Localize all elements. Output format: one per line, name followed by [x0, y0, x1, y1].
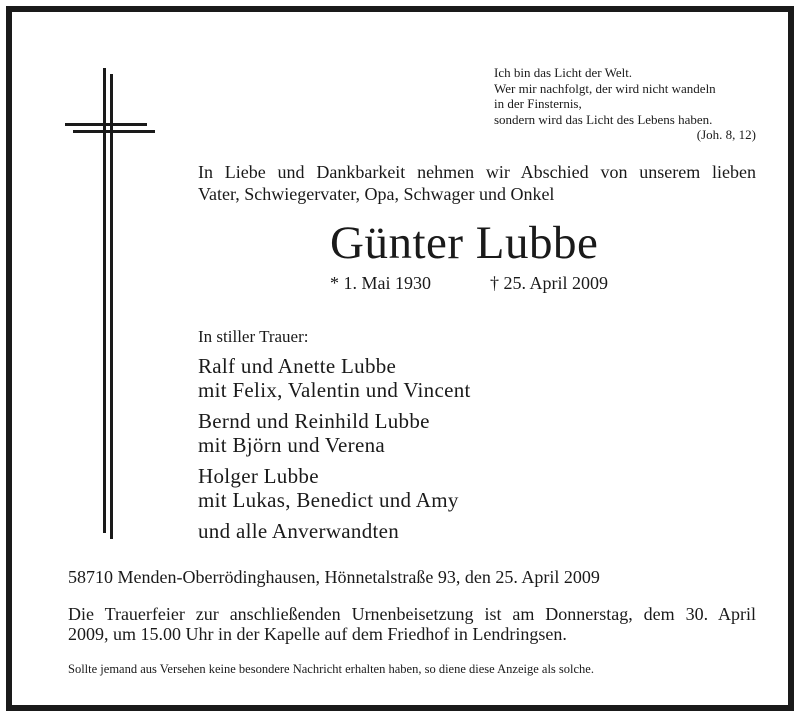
- quote-line: in der Finsternis,: [494, 96, 582, 111]
- family-parents: Bernd und Reinhild Lubbe: [198, 409, 430, 433]
- intro-line-1: In Liebe und Dankbarkeit nehmen wir Abschied von unserem lieben: [198, 162, 756, 182]
- deceased-name: Günter Lubbe: [330, 217, 599, 269]
- bible-quote: [494, 65, 756, 143]
- quote-reference: (Joh. 8, 12): [696, 127, 756, 142]
- family-group: [198, 464, 471, 512]
- family-children: mit Lukas, Benedict und Amy: [198, 488, 459, 512]
- family-parents: Holger Lubbe: [198, 464, 319, 488]
- family-group: [198, 409, 471, 457]
- death-date: † 25. April 2009: [490, 273, 609, 293]
- quote-line: Wer mir nachfolgt, der wird nicht wandeln: [494, 80, 716, 96]
- intro-line-2: Vater, Schwiegervater, Opa, Schwager und Onkel: [198, 184, 555, 204]
- family-closing: [198, 519, 471, 543]
- family-closing-line: und alle Anverwandten: [198, 519, 400, 543]
- address-line: 58710 Menden-Oberrödinghausen, Hönnetalstraße 93, den 25. April 2009: [68, 567, 600, 587]
- quote-line: sondern wird das Licht des Lebens haben.: [494, 111, 713, 127]
- quote-line: Ich bin das Licht der Welt.: [494, 65, 633, 80]
- family-parents: Ralf und Anette Lubbe: [198, 354, 397, 378]
- mourning-label: In stiller Trauer:: [198, 327, 309, 346]
- family-list: [198, 354, 471, 550]
- family-children: mit Felix, Valentin und Vincent: [198, 378, 471, 402]
- family-children: mit Björn und Verena: [198, 433, 386, 457]
- ceremony-line-2: 2009, um 15.00 Uhr in der Kapelle auf dem Friedhof in Lendringsen.: [68, 624, 567, 644]
- ceremony-line-1: Die Trauerfeier zur anschließenden Urnenbeisetzung ist am Donnerstag, dem 30. April: [68, 604, 756, 624]
- birth-date: * 1. Mai 1930: [330, 273, 431, 293]
- intro-text: [198, 161, 756, 205]
- ceremony-text: [68, 604, 756, 644]
- family-group: [198, 354, 471, 402]
- notice-footnote: Sollte jemand aus Versehen keine besondere Nachricht erhalten haben, so diene diese Anzeige als solche.: [68, 662, 594, 676]
- obituary-frame: [6, 6, 794, 711]
